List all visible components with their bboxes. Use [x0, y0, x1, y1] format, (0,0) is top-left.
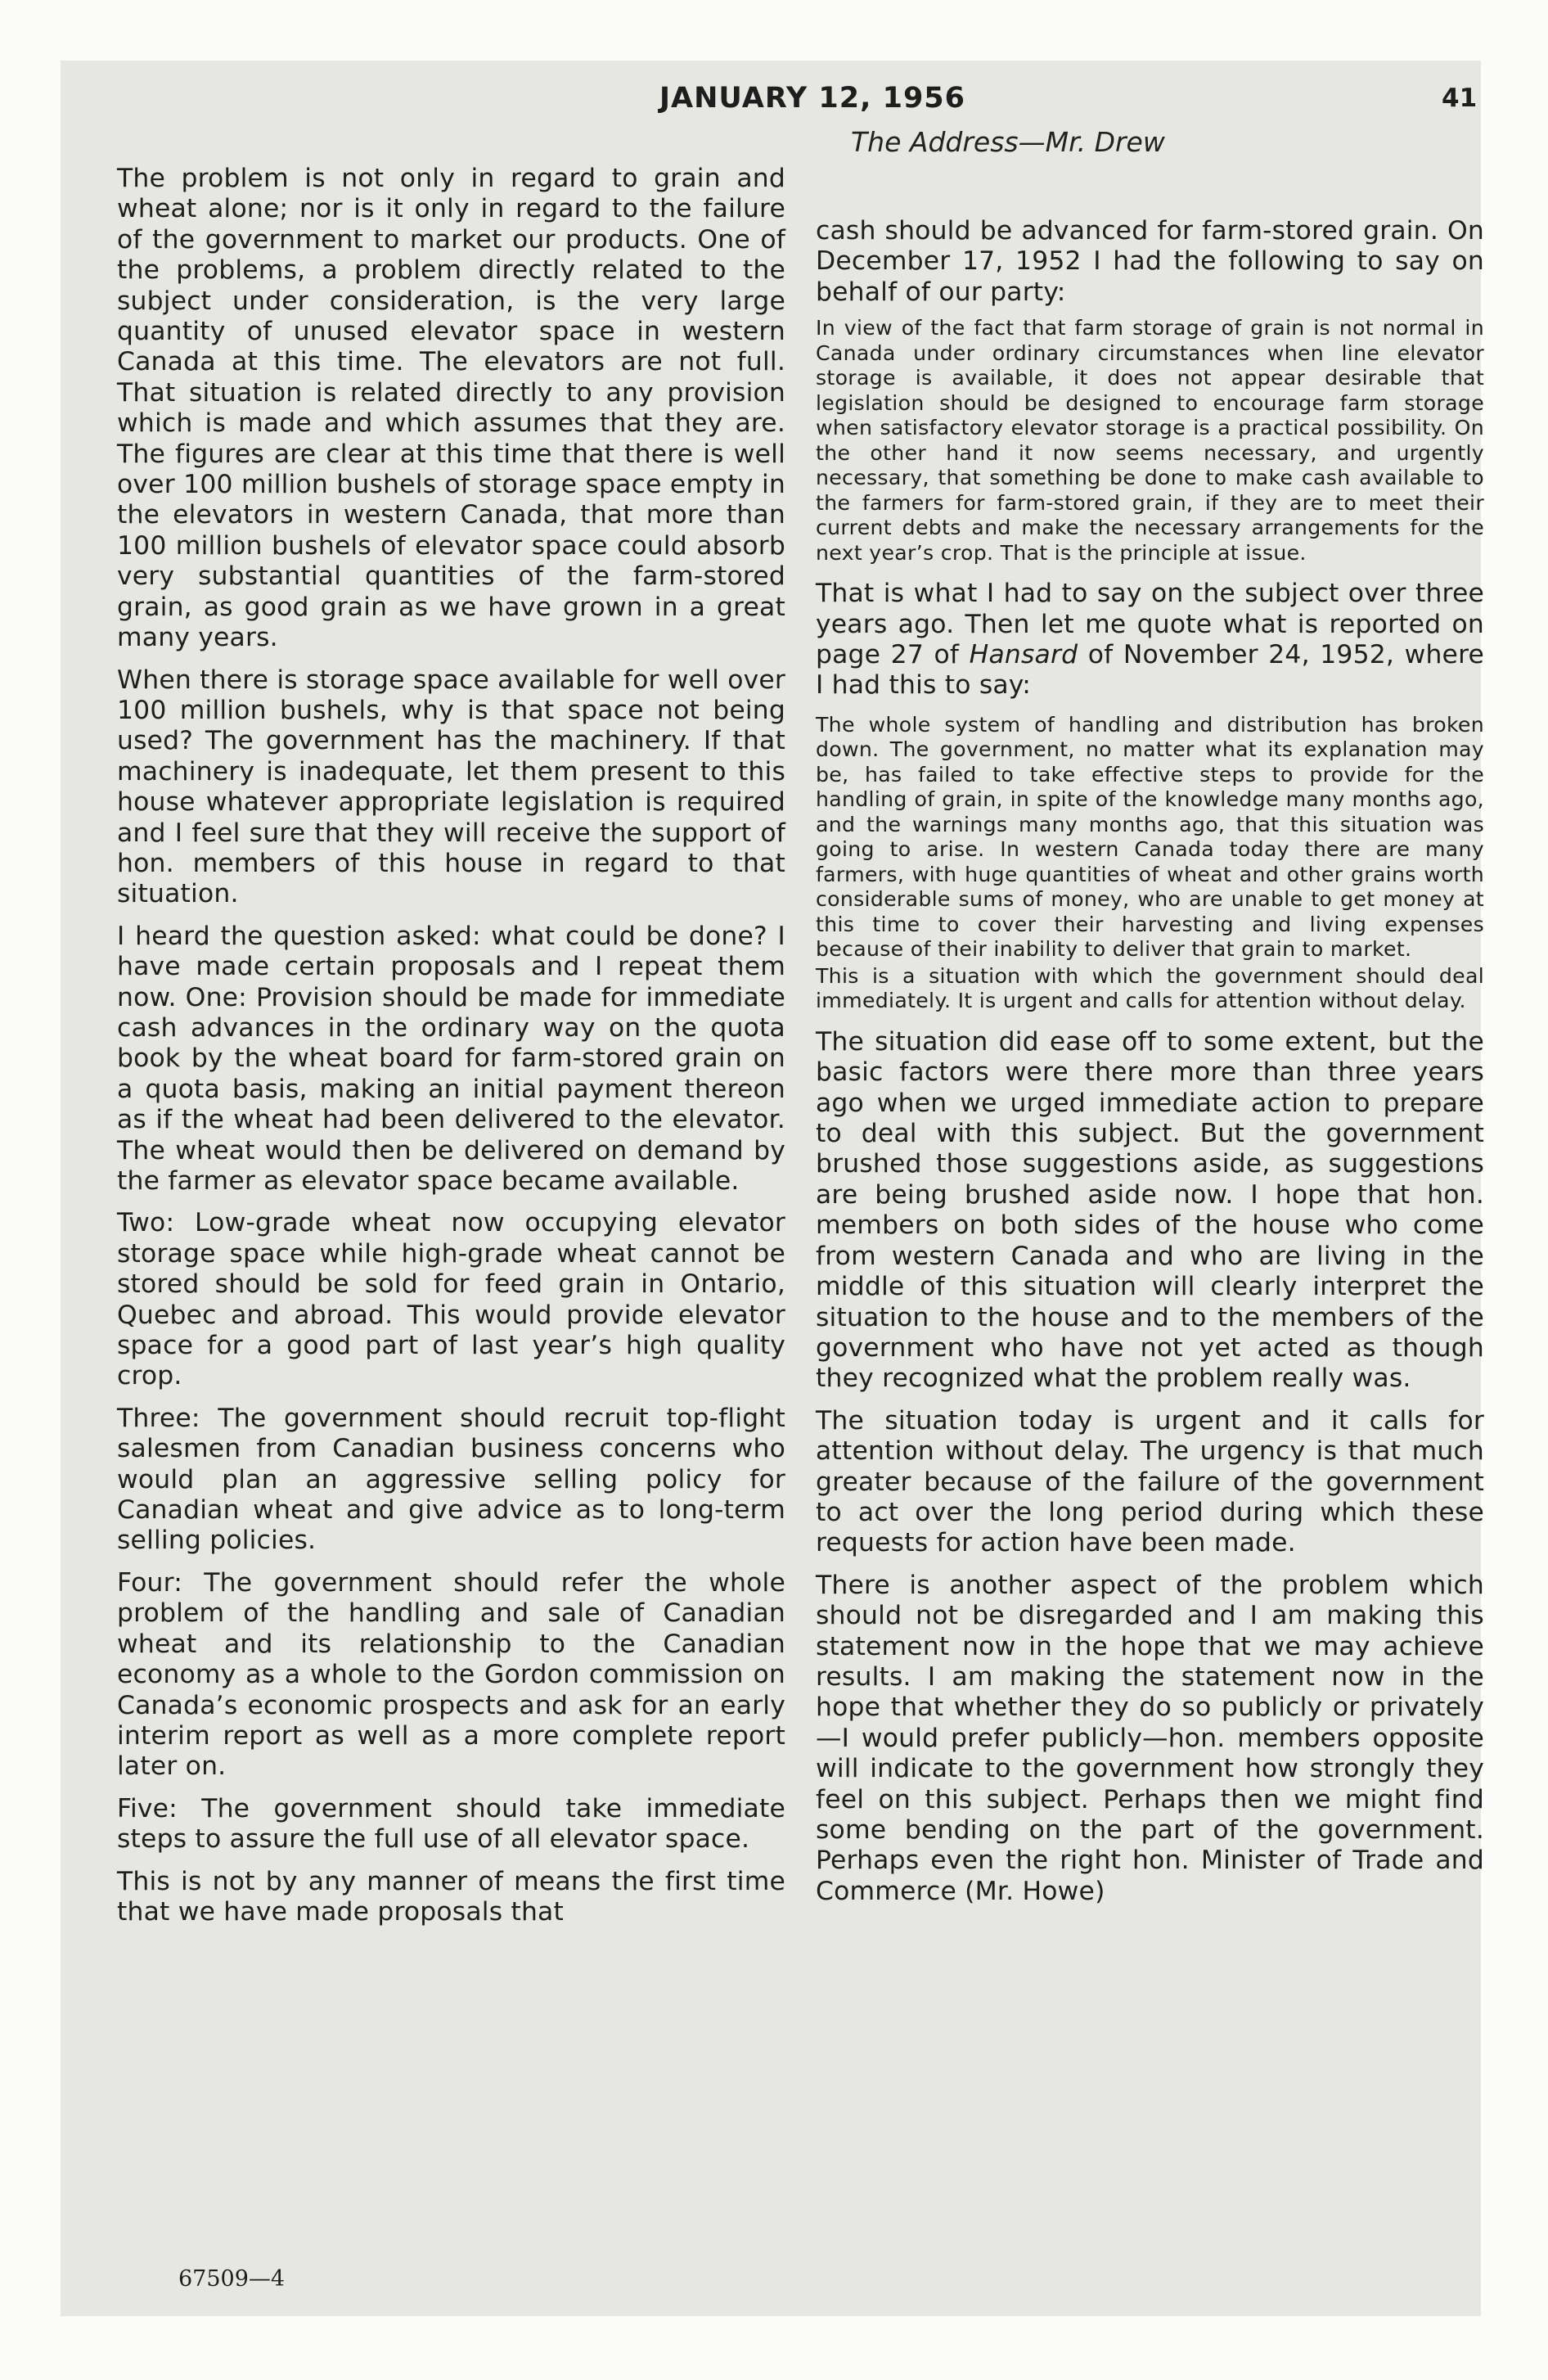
- quotation: This is a situation with which the government should deal immediately. It is urgent and calls for attention without delay.: [816, 963, 1484, 1013]
- paragraph: Three: The government should recruit top-flight salesmen from Canadian business concerns who would plan an aggressive selling policy for Canadian wheat and give advice as to long-term selling policies.: [117, 1403, 785, 1556]
- paragraph: The situation did ease off to some extent, but the basic factors were there more than three years ago when we urged immediate action to prepare to deal with this subject. But the government brushed those suggestions aside, as suggestions are being brushed aside now. I hope that hon. members on both sides of the house who come from western Canada and who are living in the middle of this situation will clearly interpret the situation to the house and to the members of the government who have not yet acted as though they recognized what the problem really was.: [816, 1026, 1484, 1394]
- paragraph: Two: Low-grade wheat now occupying elevator storage space while high-grade wheat cannot be stored should be sold for feed grain in Ontario, Quebec and abroad. This would provide elevator space for a good part of last year’s high quality crop.: [117, 1208, 785, 1391]
- paragraph: There is another aspect of the problem which should not be disregarded and I am making this statement now in the hope that we may achieve results. I am making the statement now in the hope that whether they do so publicly or privately—I would prefer publicly—hon. members opposite will indicate to the government how strongly they feel on this subject. Perhaps then we might find some bending on the part of the government. Perhaps even the right hon. Minister of Trade and Commerce (Mr. Howe): [816, 1570, 1484, 1906]
- quotation: The whole system of handling and distribution has broken down. The government, no matter what its explanation may be, has failed to take effective steps to provide for the handling of grain, in spite of the knowledge many months ago, and the warnings many months ago, that this situation was going to arise. In western Canada today there are many farmers, with huge quantities of wheat and other grains worth considerable sums of money, who are unable to get money at this time to cover their harvesting and living expenses because of their inability to deliver that grain to market.: [816, 712, 1484, 962]
- left-column: [117, 164, 785, 1939]
- paragraph: The situation today is urgent and it calls for attention without delay. The urgency is that much greater because of the failure of the government to act over the long period during which these requests for action have been made.: [816, 1405, 1484, 1558]
- printer-code: 67509—4: [178, 2266, 286, 2292]
- page-number: 41: [1442, 83, 1478, 113]
- paragraph-text: That is what I had to say on the subject over three years ago. Then let me quote what is reported on page 27 of: [816, 579, 1484, 670]
- running-title: The Address—Mr. Drew: [851, 126, 1165, 158]
- paragraph: [816, 579, 1484, 701]
- paragraph: I heard the question asked: what could be done? I have made certain proposals and I repeat them now. One: Provision should be made for immediate cash advances in the ordinary way on the quota book by the wheat board for farm-stored grain on a quota basis, making an initial payment thereon as if the wheat had been delivered to the elevator. The wheat would then be delivered on demand by the farmer as elevator space became available.: [117, 921, 785, 1196]
- paragraph: When there is storage space available for well over 100 million bushels, why is that space not being used? The government has the machinery. If that machinery is inadequate, let them present to this house whatever appropriate legislation is required and I feel sure that they will receive the support of hon. members of this house in regard to that situation.: [117, 665, 785, 909]
- paragraph: Four: The government should refer the whole problem of the handling and sale of Canadian wheat and its relationship to the Canadian economy as a whole to the Gordon commission on Canada’s economic prospects and ask for an early interim report as well as a more complete report later on.: [117, 1567, 785, 1782]
- paragraph: Five: The government should take immediate steps to assure the full use of all elevator space.: [117, 1793, 785, 1855]
- quotation: In view of the fact that farm storage of grain is not normal in Canada under ordinary circumstances when line elevator storage is available, it does not appear desirable that legislation should be designed to encourage farm storage when satisfactory elevator storage is a practical possibility. On the other hand it now seems necessary, and urgently necessary, that something be done to make cash available to the farmers for farm-stored grain, if they are to meet their current debts and make the necessary arrangements for the next year’s crop. That is the principle at issue.: [816, 316, 1484, 565]
- paragraph: cash should be advanced for farm-stored grain. On December 17, 1952 I had the following to say on behalf of our party:: [816, 216, 1484, 307]
- paragraph: The problem is not only in regard to grain and wheat alone; nor is it only in regard to the failure of the government to market our products. One of the problems, a problem directly related to the subject under consideration, is the very large quantity of unused elevator space in western Canada at this time. The elevators are not full. That situation is related directly to any provision which is made and which assumes that they are. The figures are clear at this time that there is well over 100 million bushels of storage space empty in the elevators in western Canada, that more than 100 million bushels of elevator space could absorb very substantial quantities of the farm-stored grain, as good grain as we have grown in a great many years.: [117, 164, 785, 653]
- paragraph-text: of November 24, 1952, where I had this to say:: [816, 640, 1484, 701]
- publication-title: Hansard: [969, 640, 1078, 670]
- right-column: [816, 216, 1484, 1918]
- page-date: JANUARY 12, 1956: [659, 82, 965, 115]
- paragraph: This is not by any manner of means the first time that we have made proposals that: [117, 1866, 785, 1927]
